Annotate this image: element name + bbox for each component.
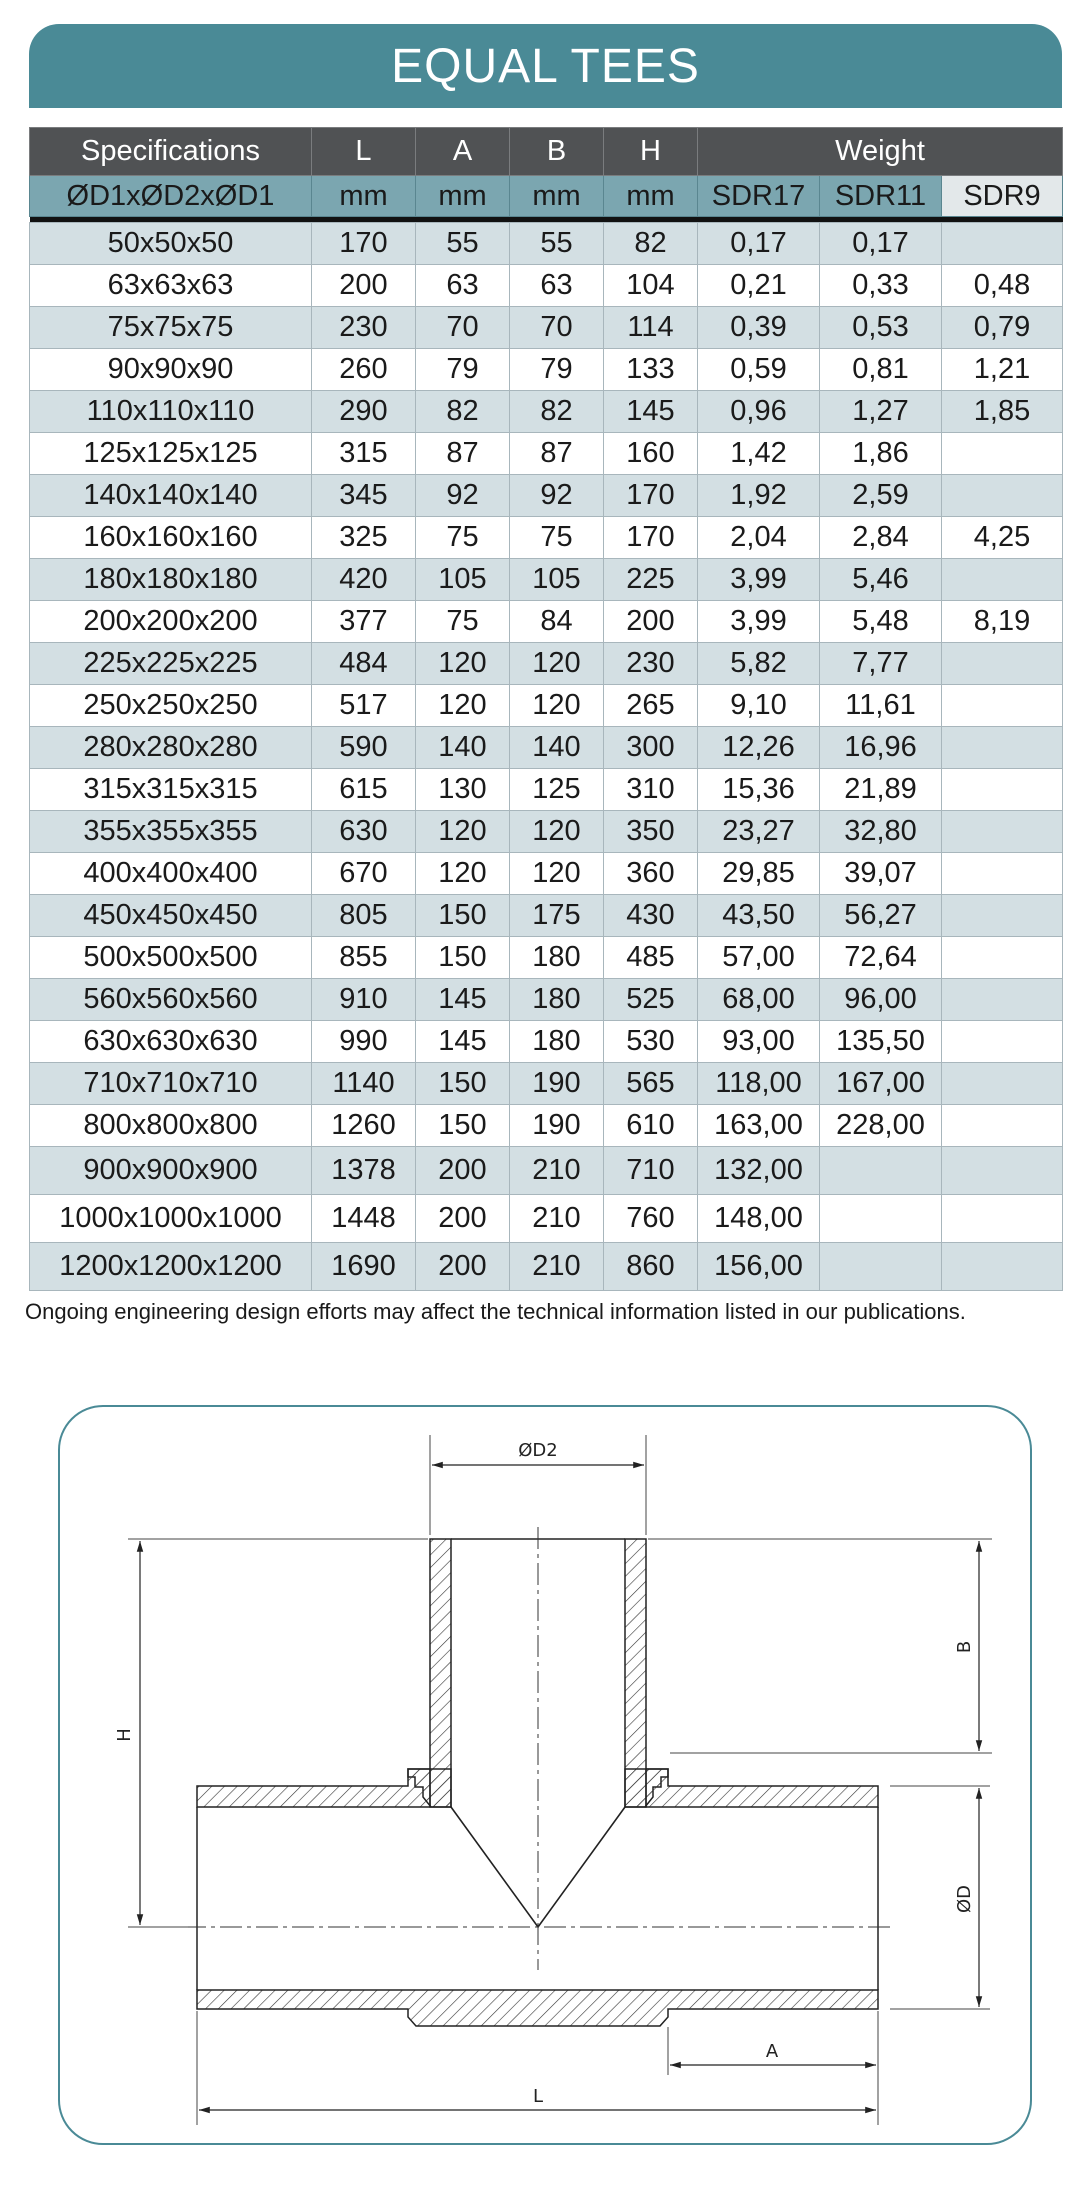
cell-b: 125: [510, 769, 604, 811]
cell-sdr9: 8,19: [942, 601, 1063, 643]
cell-h: 530: [604, 1021, 698, 1063]
equal-tee-drawing: [58, 1405, 1032, 2145]
header-sdr11: SDR11: [820, 176, 942, 217]
cell-h: 133: [604, 349, 698, 391]
cell-a: 82: [416, 391, 510, 433]
cell-sdr9: 1,21: [942, 349, 1063, 391]
cell-sdr17: 132,00: [698, 1147, 820, 1195]
cell-a: 105: [416, 559, 510, 601]
dim-label-h: H: [114, 1728, 135, 1742]
cell-sdr17: 156,00: [698, 1243, 820, 1291]
cell-sdr9: [942, 475, 1063, 517]
cell-a: 150: [416, 1105, 510, 1147]
cell-dimension: 630x630x630: [30, 1021, 312, 1063]
cell-dimension: 560x560x560: [30, 979, 312, 1021]
cell-sdr9: [942, 979, 1063, 1021]
cell-sdr17: 0,21: [698, 265, 820, 307]
header-weight: Weight: [698, 128, 1063, 176]
dim-label-b: B: [954, 1640, 975, 1654]
header-specifications: Specifications: [30, 128, 312, 176]
cell-b: 140: [510, 727, 604, 769]
cell-dimension: 225x225x225: [30, 643, 312, 685]
cell-b: 120: [510, 853, 604, 895]
cell-sdr9: [942, 1195, 1063, 1243]
cell-l: 590: [312, 727, 416, 769]
table-row: [30, 517, 1063, 559]
cell-sdr17: 0,17: [698, 223, 820, 265]
unit-h: mm: [604, 176, 698, 217]
cell-dimension: 125x125x125: [30, 433, 312, 475]
cell-sdr11: 5,46: [820, 559, 942, 601]
cell-a: 150: [416, 895, 510, 937]
cell-b: 70: [510, 307, 604, 349]
cell-sdr9: [942, 769, 1063, 811]
cell-dimension: 900x900x900: [30, 1147, 312, 1195]
cell-sdr17: 163,00: [698, 1105, 820, 1147]
table-row: [30, 1243, 1063, 1291]
cell-sdr17: 3,99: [698, 559, 820, 601]
cell-sdr9: 4,25: [942, 517, 1063, 559]
cell-sdr9: 0,48: [942, 265, 1063, 307]
cell-b: 75: [510, 517, 604, 559]
table-row: [30, 1021, 1063, 1063]
cell-sdr9: 1,85: [942, 391, 1063, 433]
specifications-table: [29, 127, 1063, 1291]
unit-b: mm: [510, 176, 604, 217]
cell-a: 140: [416, 727, 510, 769]
cell-sdr11: 16,96: [820, 727, 942, 769]
unit-l: mm: [312, 176, 416, 217]
branch-wall-left: [408, 1539, 451, 1807]
cell-sdr17: 1,42: [698, 433, 820, 475]
cell-a: 200: [416, 1243, 510, 1291]
cell-sdr11: 56,27: [820, 895, 942, 937]
cell-a: 120: [416, 811, 510, 853]
cell-dimension: 200x200x200: [30, 601, 312, 643]
cell-l: 517: [312, 685, 416, 727]
table-row: [30, 391, 1063, 433]
cell-sdr17: 0,39: [698, 307, 820, 349]
cell-dimension: 500x500x500: [30, 937, 312, 979]
cell-l: 325: [312, 517, 416, 559]
cell-l: 484: [312, 643, 416, 685]
cell-l: 260: [312, 349, 416, 391]
cell-sdr9: [942, 811, 1063, 853]
cell-sdr11: 32,80: [820, 811, 942, 853]
cell-dimension: 800x800x800: [30, 1105, 312, 1147]
cell-sdr11: [820, 1147, 942, 1195]
cell-sdr17: 23,27: [698, 811, 820, 853]
table-row: [30, 1105, 1063, 1147]
cell-sdr11: 135,50: [820, 1021, 942, 1063]
cell-dimension: 63x63x63: [30, 265, 312, 307]
cell-a: 63: [416, 265, 510, 307]
cell-b: 120: [510, 811, 604, 853]
cell-sdr9: 0,79: [942, 307, 1063, 349]
cell-sdr17: 12,26: [698, 727, 820, 769]
cell-a: 55: [416, 223, 510, 265]
cell-l: 805: [312, 895, 416, 937]
drawing-frame: [59, 1406, 1031, 2144]
table-row: [30, 685, 1063, 727]
cell-b: 55: [510, 223, 604, 265]
table-row: [30, 559, 1063, 601]
title-banner: [29, 24, 1062, 108]
table-row: [30, 895, 1063, 937]
cell-sdr11: 0,17: [820, 223, 942, 265]
cell-sdr11: 39,07: [820, 853, 942, 895]
cell-l: 630: [312, 811, 416, 853]
cell-a: 130: [416, 769, 510, 811]
cell-h: 114: [604, 307, 698, 349]
cell-h: 710: [604, 1147, 698, 1195]
cell-b: 180: [510, 937, 604, 979]
cell-sdr11: [820, 1195, 942, 1243]
cell-l: 990: [312, 1021, 416, 1063]
table-row: [30, 1195, 1063, 1243]
table-row: [30, 223, 1063, 265]
cell-sdr17: 2,04: [698, 517, 820, 559]
cell-sdr9: [942, 1021, 1063, 1063]
cell-sdr9: [942, 685, 1063, 727]
cell-sdr11: 1,27: [820, 391, 942, 433]
cell-l: 315: [312, 433, 416, 475]
cell-l: 200: [312, 265, 416, 307]
cell-l: 910: [312, 979, 416, 1021]
cell-dimension: 450x450x450: [30, 895, 312, 937]
cell-sdr9: [942, 1105, 1063, 1147]
table-row: [30, 937, 1063, 979]
table-body: [30, 223, 1063, 1291]
cell-h: 230: [604, 643, 698, 685]
cell-sdr11: 167,00: [820, 1063, 942, 1105]
cell-h: 104: [604, 265, 698, 307]
cell-h: 200: [604, 601, 698, 643]
cell-l: 855: [312, 937, 416, 979]
cell-a: 145: [416, 979, 510, 1021]
cell-a: 120: [416, 685, 510, 727]
cell-dimension: 160x160x160: [30, 517, 312, 559]
disclaimer-note: Ongoing engineering design efforts may affect the technical information listed in our publications.: [25, 1299, 966, 1324]
cell-sdr17: 9,10: [698, 685, 820, 727]
cell-dimension: 315x315x315: [30, 769, 312, 811]
cell-l: 670: [312, 853, 416, 895]
cell-dimension: 140x140x140: [30, 475, 312, 517]
header-sdr17: SDR17: [698, 176, 820, 217]
cell-l: 420: [312, 559, 416, 601]
cell-l: 615: [312, 769, 416, 811]
cell-b: 210: [510, 1195, 604, 1243]
cell-l: 170: [312, 223, 416, 265]
cell-h: 430: [604, 895, 698, 937]
cell-h: 160: [604, 433, 698, 475]
cell-h: 760: [604, 1195, 698, 1243]
cell-a: 200: [416, 1195, 510, 1243]
cell-h: 170: [604, 517, 698, 559]
cell-b: 84: [510, 601, 604, 643]
table-row: [30, 769, 1063, 811]
cell-sdr17: 0,59: [698, 349, 820, 391]
table-row: [30, 1063, 1063, 1105]
cell-sdr11: 5,48: [820, 601, 942, 643]
cell-sdr9: [942, 643, 1063, 685]
branch-wall-right: [625, 1539, 668, 1807]
cell-sdr17: 5,82: [698, 643, 820, 685]
cell-dimension: 355x355x355: [30, 811, 312, 853]
cell-sdr17: 68,00: [698, 979, 820, 1021]
cell-h: 565: [604, 1063, 698, 1105]
cell-sdr9: [942, 1063, 1063, 1105]
dim-label-l: L: [532, 2086, 544, 2107]
cell-sdr17: 118,00: [698, 1063, 820, 1105]
cell-dimension: 50x50x50: [30, 223, 312, 265]
cell-sdr9: [942, 937, 1063, 979]
cell-sdr17: 43,50: [698, 895, 820, 937]
cell-b: 180: [510, 1021, 604, 1063]
cell-a: 70: [416, 307, 510, 349]
main-wall-bottom: [197, 1990, 878, 2026]
table-row: [30, 601, 1063, 643]
cell-sdr11: 7,77: [820, 643, 942, 685]
cell-a: 120: [416, 853, 510, 895]
cell-h: 485: [604, 937, 698, 979]
cell-b: 63: [510, 265, 604, 307]
cell-l: 1378: [312, 1147, 416, 1195]
cell-sdr9: [942, 223, 1063, 265]
cell-sdr11: 1,86: [820, 433, 942, 475]
table-row: [30, 979, 1063, 1021]
header-h: H: [604, 128, 698, 176]
cell-a: 87: [416, 433, 510, 475]
cell-h: 265: [604, 685, 698, 727]
dim-label-d: ØD: [954, 1884, 975, 1914]
header-l: L: [312, 128, 416, 176]
header-b: B: [510, 128, 604, 176]
cell-l: 230: [312, 307, 416, 349]
cell-a: 150: [416, 1063, 510, 1105]
cell-b: 79: [510, 349, 604, 391]
page-title: EQUAL TEES: [391, 39, 700, 93]
cell-sdr9: [942, 1147, 1063, 1195]
cell-sdr17: 15,36: [698, 769, 820, 811]
cell-sdr9: [942, 727, 1063, 769]
cell-a: 79: [416, 349, 510, 391]
cell-sdr9: [942, 1243, 1063, 1291]
cell-sdr17: 0,96: [698, 391, 820, 433]
cell-dimension: 400x400x400: [30, 853, 312, 895]
cell-l: 1690: [312, 1243, 416, 1291]
cell-b: 175: [510, 895, 604, 937]
cell-b: 105: [510, 559, 604, 601]
cell-dimension: 1000x1000x1000: [30, 1195, 312, 1243]
table-row: [30, 811, 1063, 853]
cell-dimension: 280x280x280: [30, 727, 312, 769]
cell-sdr9: [942, 853, 1063, 895]
cell-b: 180: [510, 979, 604, 1021]
cell-l: 377: [312, 601, 416, 643]
dim-label-a: A: [765, 2041, 779, 2062]
cell-sdr9: [942, 559, 1063, 601]
cell-a: 75: [416, 601, 510, 643]
dim-label-d2: ØD2: [518, 1440, 558, 1461]
cell-h: 310: [604, 769, 698, 811]
cell-h: 145: [604, 391, 698, 433]
cell-sdr11: 0,33: [820, 265, 942, 307]
cell-h: 225: [604, 559, 698, 601]
table-row: [30, 433, 1063, 475]
cell-sdr11: 72,64: [820, 937, 942, 979]
cell-b: 120: [510, 685, 604, 727]
cell-sdr17: 57,00: [698, 937, 820, 979]
table-row: [30, 475, 1063, 517]
cell-b: 92: [510, 475, 604, 517]
cell-l: 1140: [312, 1063, 416, 1105]
cell-b: 82: [510, 391, 604, 433]
cell-sdr11: [820, 1243, 942, 1291]
table-row: [30, 643, 1063, 685]
header-dimension: ØD1xØD2xØD1: [30, 176, 312, 217]
cell-sdr11: 0,81: [820, 349, 942, 391]
table-row: [30, 1147, 1063, 1195]
table-row: [30, 727, 1063, 769]
header-row-1: [30, 128, 1063, 176]
cell-dimension: 90x90x90: [30, 349, 312, 391]
table-row: [30, 265, 1063, 307]
cell-sdr11: 21,89: [820, 769, 942, 811]
cell-dimension: 1200x1200x1200: [30, 1243, 312, 1291]
cell-b: 190: [510, 1105, 604, 1147]
cell-l: 1448: [312, 1195, 416, 1243]
cell-sdr11: 2,84: [820, 517, 942, 559]
table-row: [30, 853, 1063, 895]
cell-a: 200: [416, 1147, 510, 1195]
cell-sdr11: 11,61: [820, 685, 942, 727]
cell-b: 87: [510, 433, 604, 475]
cell-a: 75: [416, 517, 510, 559]
cell-sdr17: 148,00: [698, 1195, 820, 1243]
cell-a: 150: [416, 937, 510, 979]
cell-dimension: 250x250x250: [30, 685, 312, 727]
cell-dimension: 710x710x710: [30, 1063, 312, 1105]
cell-b: 210: [510, 1147, 604, 1195]
cell-b: 120: [510, 643, 604, 685]
cell-sdr11: 228,00: [820, 1105, 942, 1147]
cell-sdr11: 96,00: [820, 979, 942, 1021]
cell-sdr11: 0,53: [820, 307, 942, 349]
cell-sdr17: 93,00: [698, 1021, 820, 1063]
cell-h: 860: [604, 1243, 698, 1291]
cell-sdr11: 2,59: [820, 475, 942, 517]
cell-sdr17: 1,92: [698, 475, 820, 517]
cell-l: 1260: [312, 1105, 416, 1147]
header-row-2: [30, 176, 1063, 217]
cell-h: 170: [604, 475, 698, 517]
cell-sdr17: 29,85: [698, 853, 820, 895]
unit-a: mm: [416, 176, 510, 217]
cell-dimension: 110x110x110: [30, 391, 312, 433]
cell-a: 120: [416, 643, 510, 685]
cell-b: 210: [510, 1243, 604, 1291]
cell-sdr9: [942, 433, 1063, 475]
cell-b: 190: [510, 1063, 604, 1105]
table-row: [30, 349, 1063, 391]
cell-a: 145: [416, 1021, 510, 1063]
cell-a: 92: [416, 475, 510, 517]
cell-l: 290: [312, 391, 416, 433]
cell-h: 610: [604, 1105, 698, 1147]
cell-sdr17: 3,99: [698, 601, 820, 643]
header-a: A: [416, 128, 510, 176]
cell-h: 300: [604, 727, 698, 769]
cell-h: 350: [604, 811, 698, 853]
header-sdr9: SDR9: [942, 176, 1063, 217]
cell-h: 82: [604, 223, 698, 265]
cell-dimension: 75x75x75: [30, 307, 312, 349]
cell-l: 345: [312, 475, 416, 517]
cell-h: 525: [604, 979, 698, 1021]
cell-dimension: 180x180x180: [30, 559, 312, 601]
table-row: [30, 307, 1063, 349]
cell-h: 360: [604, 853, 698, 895]
cell-sdr9: [942, 895, 1063, 937]
